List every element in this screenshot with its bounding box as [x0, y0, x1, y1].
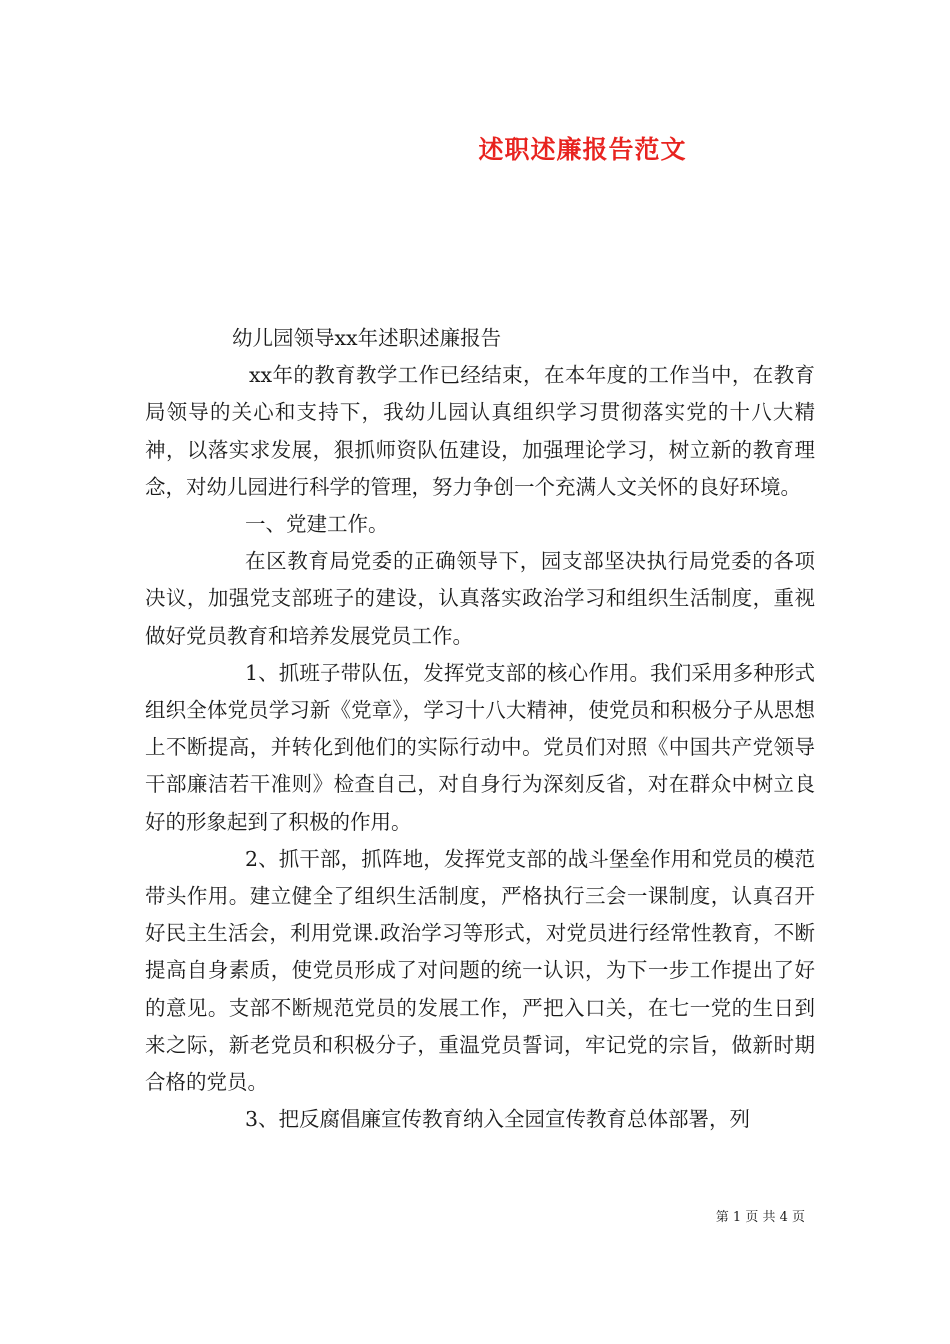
- paragraph-item-1: 1、抓班子带队伍，发挥党支部的核心作用。我们采用多种形式组织全体党员学习新《党章》，学习十八大精神，使党员和积极分子从思想上不断提高，并转化到他们的实际行动中。党员们对照《中国共产党领导干部廉洁若干准则》检查自己，对自身行为深刻反省，对在群众中树立良好的形象起到了积极的作用。: [145, 660, 815, 834]
- document-body: [145, 320, 815, 1138]
- paragraph-item-3: 3、把反腐倡廉宣传教育纳入全园宣传教育总体部署，列: [245, 1107, 751, 1132]
- paragraph-intro: xx年的教育教学工作已经结束，在本年度的工作当中，在教育局领导的关心和支持下，我幼儿园认真组织学习贯彻落实党的十八大精神，以落实求发展，狠抓师资队伍建设，加强理论学习，树立新的教育理念，对幼儿园进行科学的管理，努力争创一个充满人文关怀的良好环境。: [145, 363, 815, 499]
- report-subtitle: 幼儿园领导xx年述职述廉报告: [232, 326, 502, 350]
- page-footer: 第 1 页 共 4 页: [715, 1210, 805, 1225]
- paragraph-item-2: 2、抓干部，抓阵地，发挥党支部的战斗堡垒作用和党员的模范带头作用。建立健全了组织生活制度，严格执行三会一课制度，认真召开好民主生活会，利用党课.政治学习等形式，对党员进行经常性教育，不断提高自身素质，使党员形成了对问题的统一认识，为下一步工作提出了好的意见。支部不断规范党员的发展工作，严把入口关，在七一党的生日到来之际，新老党员和积极分子，重温党员誓词，牢记党的宗旨，做新时期合格的党员。: [145, 846, 815, 1095]
- section-heading-party-building: 一、党建工作。: [245, 512, 389, 537]
- paragraph-party-leadership: 在区教育局党委的正确领导下，园支部坚决执行局党委的各项决议，加强党支部班子的建设，认真落实政治学习和组织生活制度，重视做好党员教育和培养发展党员工作。: [145, 549, 815, 648]
- document-title: 述职述廉报告范文: [478, 135, 687, 164]
